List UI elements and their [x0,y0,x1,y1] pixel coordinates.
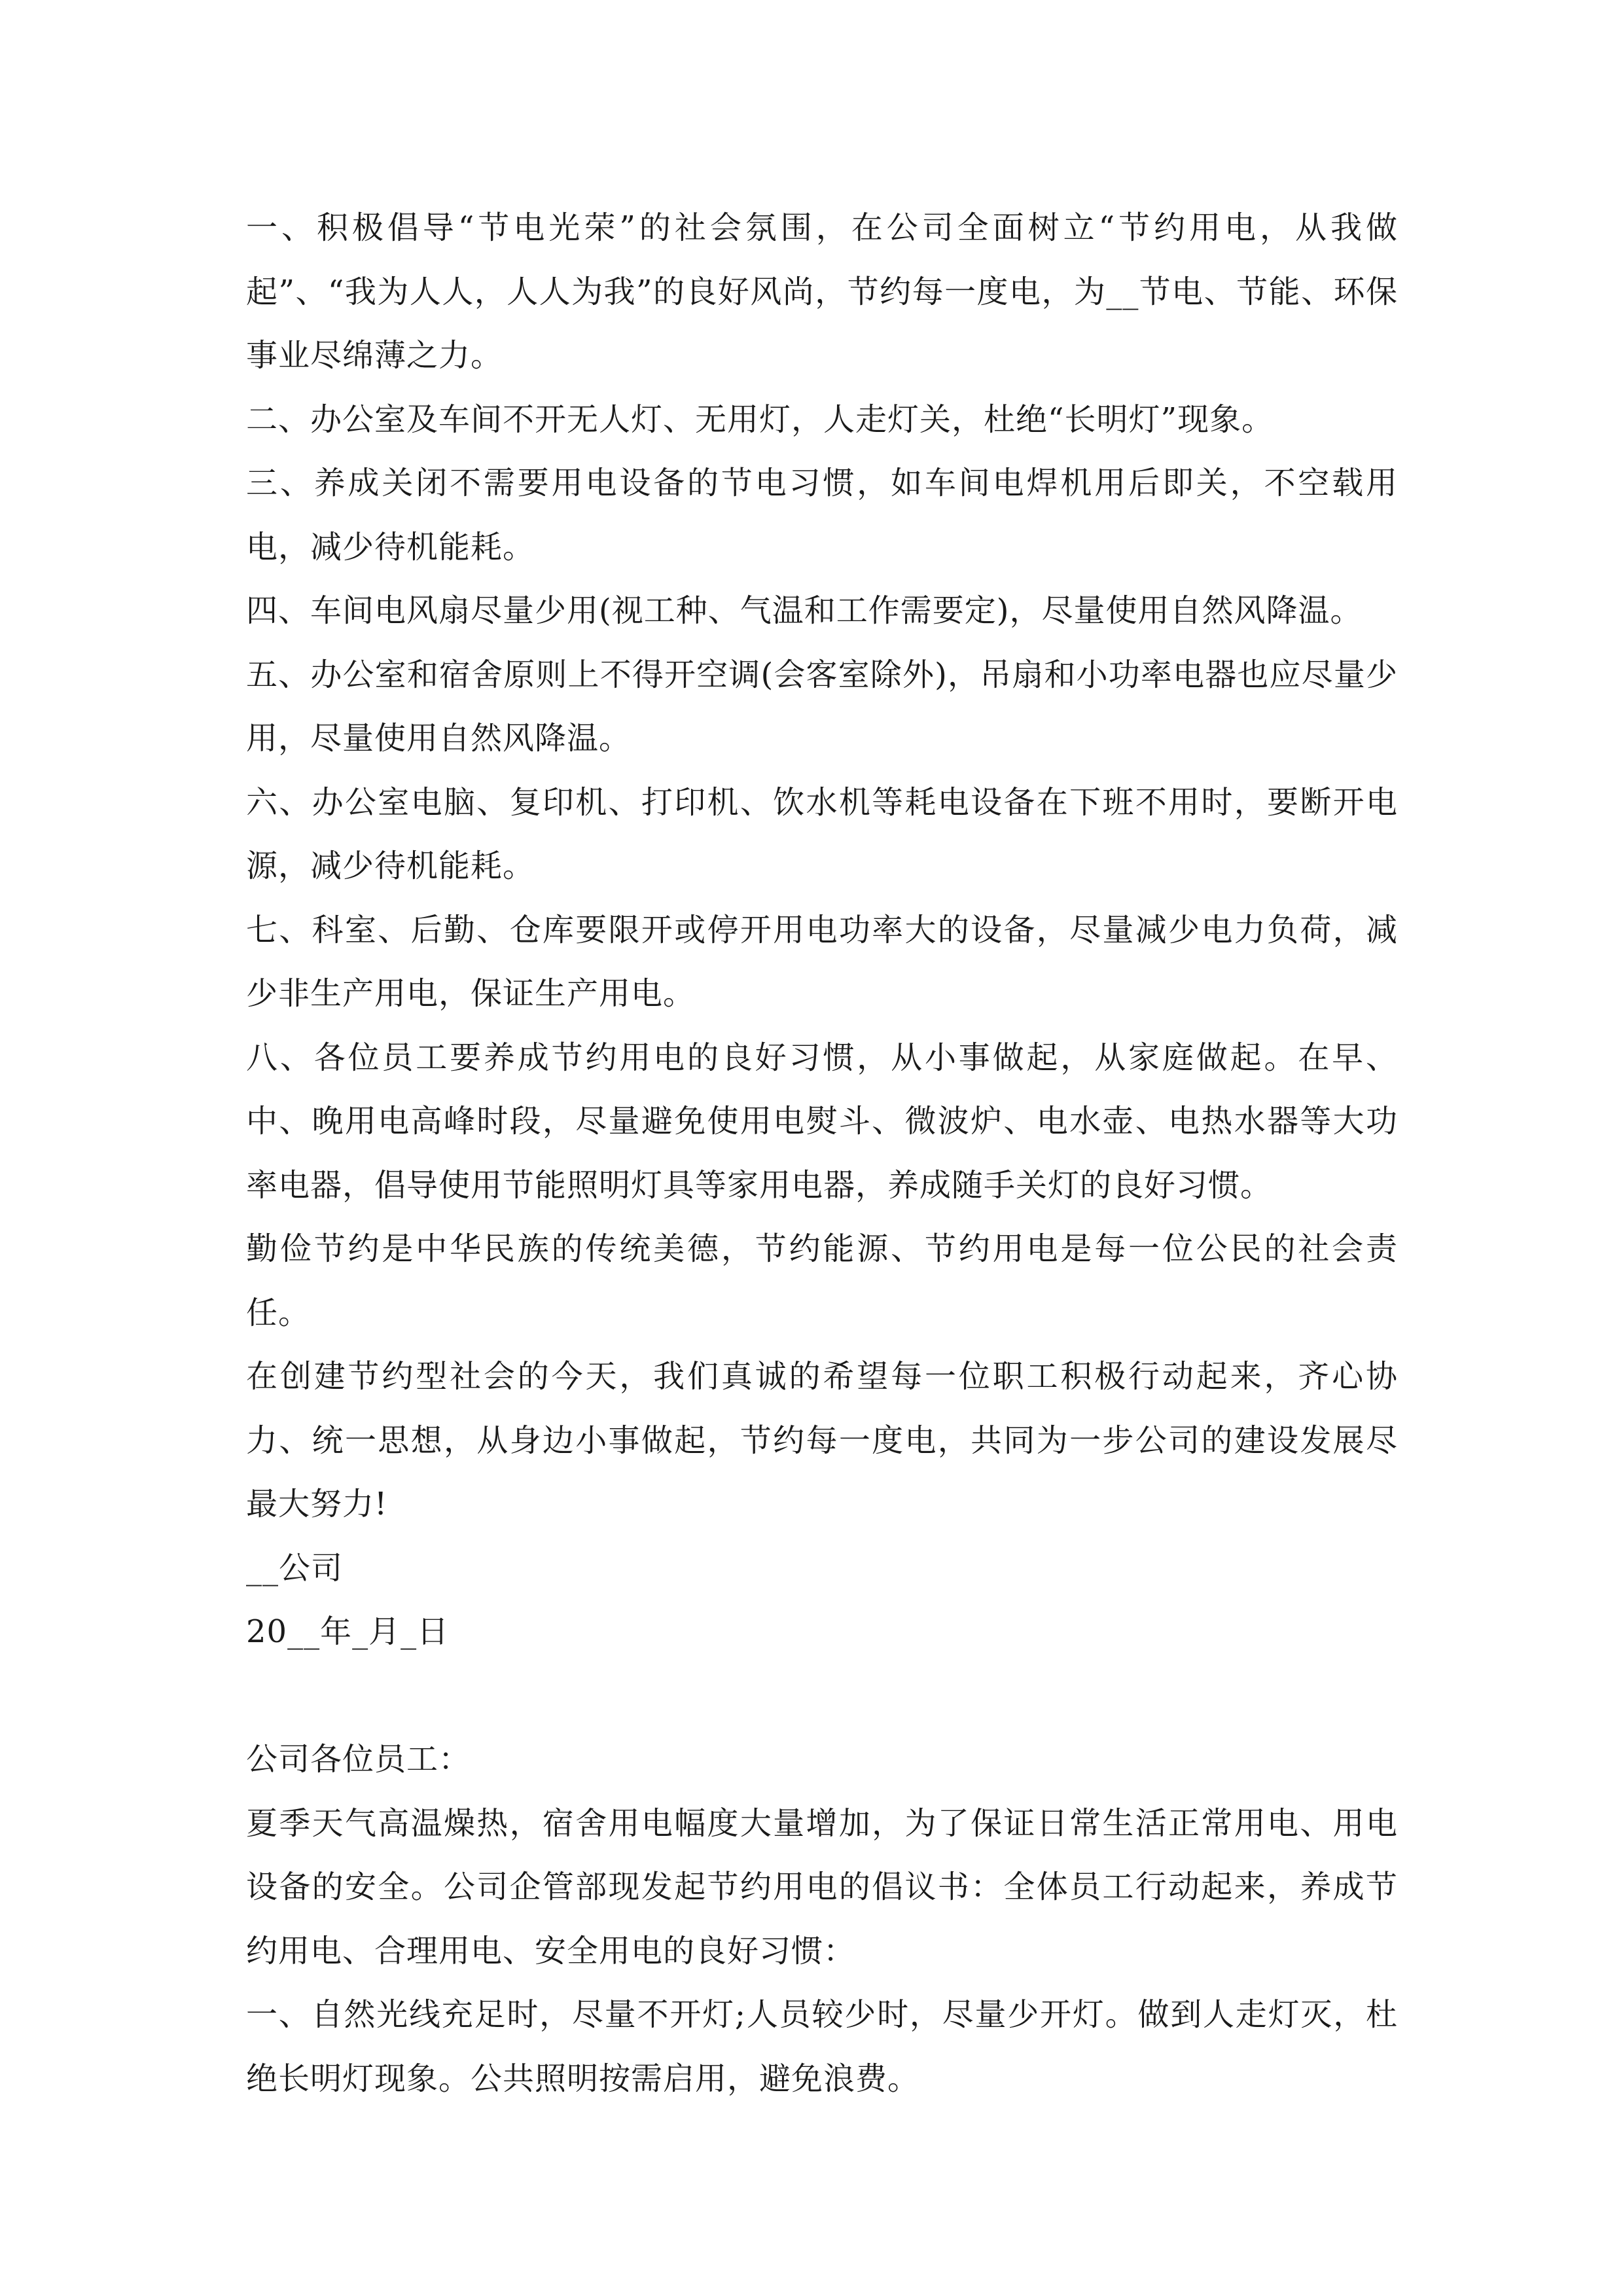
proposal-item-1: 一、积极倡导“节电光荣”的社会氛围，在公司全面树立“节约用电，从我做起”、“我为人人，人人为我”的良好风尚，节约每一度电，为__节电、节能、环保事业尽绵薄之力。 [246,209,1398,374]
proposal-item-5: 五、办公室和宿舍原则上不得开空调(会客室除外)，吊扇和小功率电器也应尽量少用，尽量使用自然风降温。 [246,656,1398,757]
second-item-1: 一、自然光线充足时，尽量不开灯;人员较少时，尽量少开灯。做到人走灯灭，杜绝长明灯现象。公共照明按需启用，避免浪费。 [246,1996,1398,2097]
proposal-item-8: 八、各位员工要养成节约用电的良好习惯，从小事做起，从家庭做起。在早、中、晚用电高峰时段，尽量避免使用电熨斗、微波炉、电水壶、电热水器等大功率电器，倡导使用节能照明灯具等家用电器，养成随手关灯的良好习惯。 [246,1039,1398,1204]
company-signature: __公司 [246,1549,344,1587]
proposal-item-4: 四、车间电风扇尽量少用(视工种、气温和工作需要定)，尽量使用自然风降温。 [246,592,1363,629]
proposal-item-2: 二、办公室及车间不开无人灯、无用灯，人走灯关，杜绝“长明灯”现象。 [246,401,1274,438]
document-body [246,196,1398,2111]
proposal-item-6: 六、办公室电脑、复印机、打印机、饮水机等耗电设备在下班不用时，要断开电源，减少待机能耗。 [246,783,1398,884]
section-spacer [246,1664,1398,1729]
closing-paragraph-2: 在创建节约型社会的今天，我们真诚的希望每一位职工积极行动起来，齐心协力、统一思想，从身边小事做起，节约每一度电，共同为一步公司的建设发展尽最大努力! [246,1358,1398,1522]
proposal-item-7: 七、科室、后勤、仓库要限开或停开用电功率大的设备，尽量减少电力负荷，减少非生产用电，保证生产用电。 [246,911,1398,1012]
salutation: 公司各位员工： [246,1741,471,1778]
closing-paragraph-1: 勤俭节约是中华民族的传统美德，节约能源、节约用电是每一位公民的社会责任。 [246,1230,1398,1331]
signature-date: 20__年_月_日 [246,1613,450,1650]
proposal-item-3: 三、养成关闭不需要用电设备的节电习惯，如车间电焊机用后即关，不空载用电，减少待机能耗。 [246,465,1398,565]
intro-paragraph: 夏季天气高温燥热，宿舍用电幅度大量增加，为了保证日常生活正常用电、用电设备的安全。公司企管部现发起节约用电的倡议书：全体员工行动起来，养成节约用电、合理用电、安全用电的良好习惯： [246,1804,1398,1969]
